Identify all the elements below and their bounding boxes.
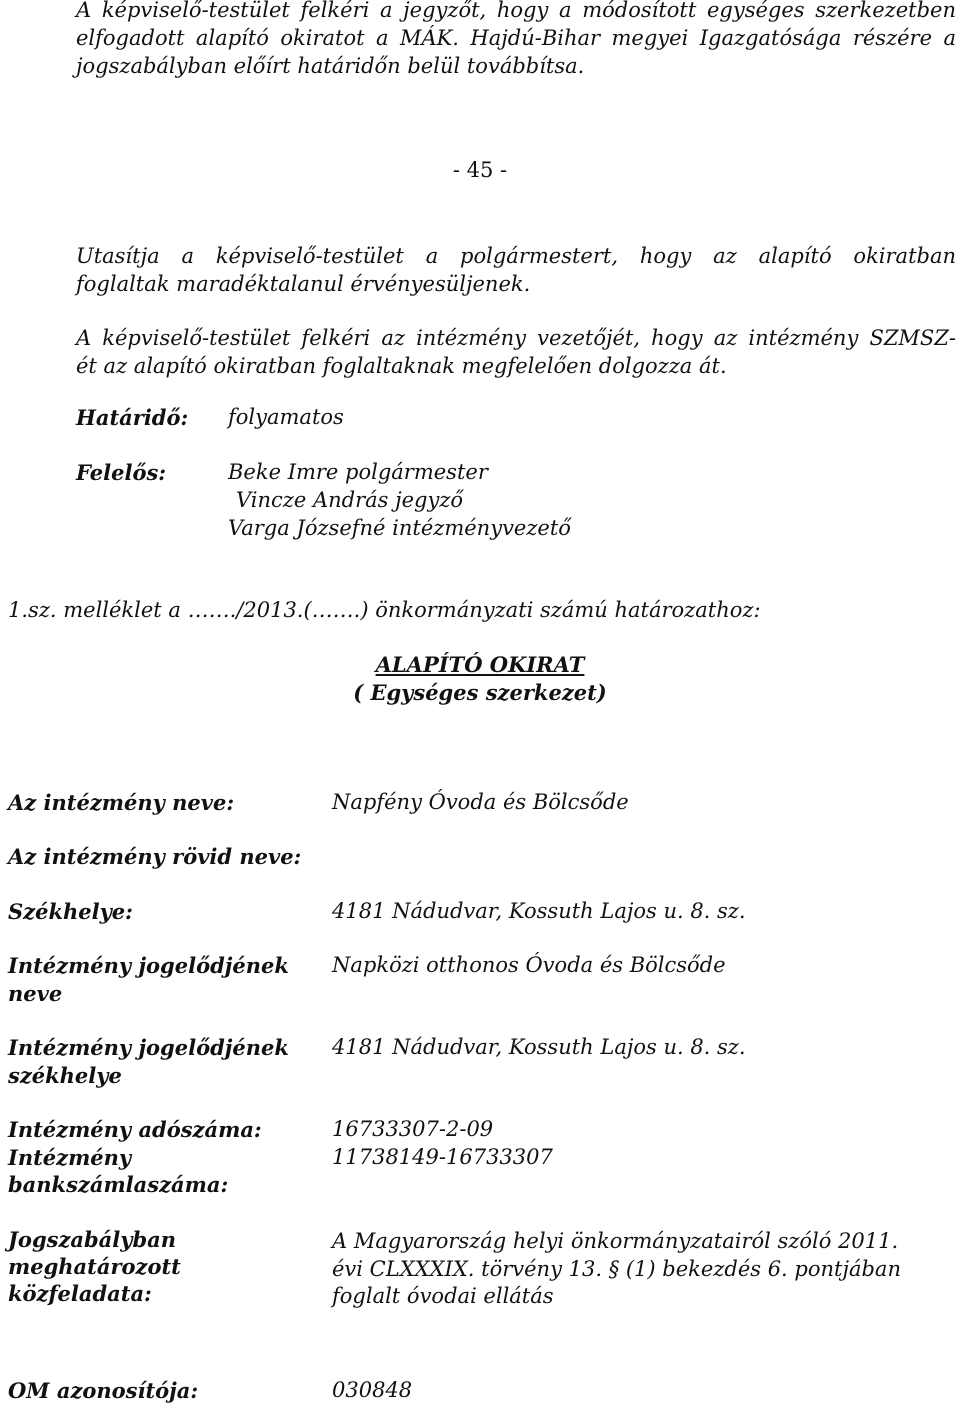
field-label-predecessor-seat: Intézmény jogelődjének	[8, 1035, 289, 1060]
instruction-line: foglaltak maradéktalanul érvényesüljenek.	[76, 272, 531, 296]
responsible-label: Felelős:	[76, 460, 167, 485]
field-value-seat: 4181 Nádudvar, Kossuth Lajos u. 8. sz.	[332, 899, 746, 923]
field-label-predecessor-name: neve	[8, 981, 63, 1006]
document-title: ALAPÍTÓ OKIRAT	[375, 652, 585, 677]
field-label-short-name: Az intézmény rövid neve:	[8, 844, 302, 869]
request-line: ét az alapító okiratban foglaltaknak megfelelően dolgozza át.	[76, 354, 727, 378]
intro-line: elfogadott alapító okiratot a MÁK. Hajdú-Bihar megyei Igazgatósága részére a	[76, 26, 956, 50]
field-label-seat: Székhelye:	[8, 899, 133, 924]
page-number: - 45 -	[452, 158, 508, 182]
instruction-paragraph	[76, 242, 956, 298]
responsible-person: Vincze András jegyző	[236, 488, 464, 512]
field-label-om-id: OM azonosítója:	[8, 1378, 199, 1403]
field-value-public-task: A Magyarország helyi önkormányzatairól szóló 2011.	[332, 1229, 899, 1253]
intro-line: jogszabályban előírt határidőn belül továbbítsa.	[76, 54, 585, 78]
field-value-om-id: 030848	[332, 1378, 413, 1402]
intro-line: A képviselő-testület felkéri a jegyzőt, hogy a módosított egységes szerkezetben	[76, 0, 956, 22]
request-paragraph	[76, 324, 956, 380]
responsible-person: Varga Józsefné intézményvezető	[228, 516, 571, 540]
deadline-value: folyamatos	[228, 405, 344, 429]
field-label-predecessor-name: Intézmény jogelődjének	[8, 953, 289, 978]
field-label-public-task: meghatározott	[8, 1254, 181, 1279]
field-value-bank-account: 11738149-16733307	[332, 1145, 553, 1169]
instruction-line: Utasítja a képviselő-testület a polgármestert, hogy az alapító okiratban	[76, 244, 956, 268]
field-label-bank-account: bankszámlaszáma:	[8, 1172, 229, 1197]
deadline-label: Határidő:	[76, 405, 189, 430]
field-label-public-task: közfeladata:	[8, 1281, 152, 1306]
document-subtitle: ( Egységes szerkezet)	[353, 680, 607, 705]
field-label-public-task: Jogszabályban	[8, 1227, 177, 1252]
field-value-predecessor-name: Napközi otthonos Óvoda és Bölcsőde	[332, 953, 726, 977]
field-value-public-task: évi CLXXXIX. törvény 13. § (1) bekezdés 6. pontjában	[332, 1257, 901, 1281]
field-value-predecessor-seat: 4181 Nádudvar, Kossuth Lajos u. 8. sz.	[332, 1035, 746, 1059]
intro-paragraph	[76, 0, 956, 80]
annex-line: 1.sz. melléklet a ……./2013.(…….) önkormányzati számú határozathoz:	[8, 598, 761, 622]
field-label-predecessor-seat: székhelye	[8, 1063, 122, 1088]
responsible-person: Beke Imre polgármester	[228, 460, 488, 484]
field-label-bank-account: Intézmény	[8, 1145, 132, 1170]
field-label-tax-number: Intézmény adószáma:	[8, 1117, 262, 1142]
field-value-public-task: foglalt óvodai ellátás	[332, 1284, 554, 1308]
field-value-tax-number: 16733307-2-09	[332, 1117, 494, 1141]
field-value-name: Napfény Óvoda és Bölcsőde	[332, 790, 629, 814]
field-label-name: Az intézmény neve:	[8, 790, 235, 815]
request-line: A képviselő-testület felkéri az intézmény vezetőjét, hogy az intézmény SZMSZ-	[76, 326, 956, 350]
